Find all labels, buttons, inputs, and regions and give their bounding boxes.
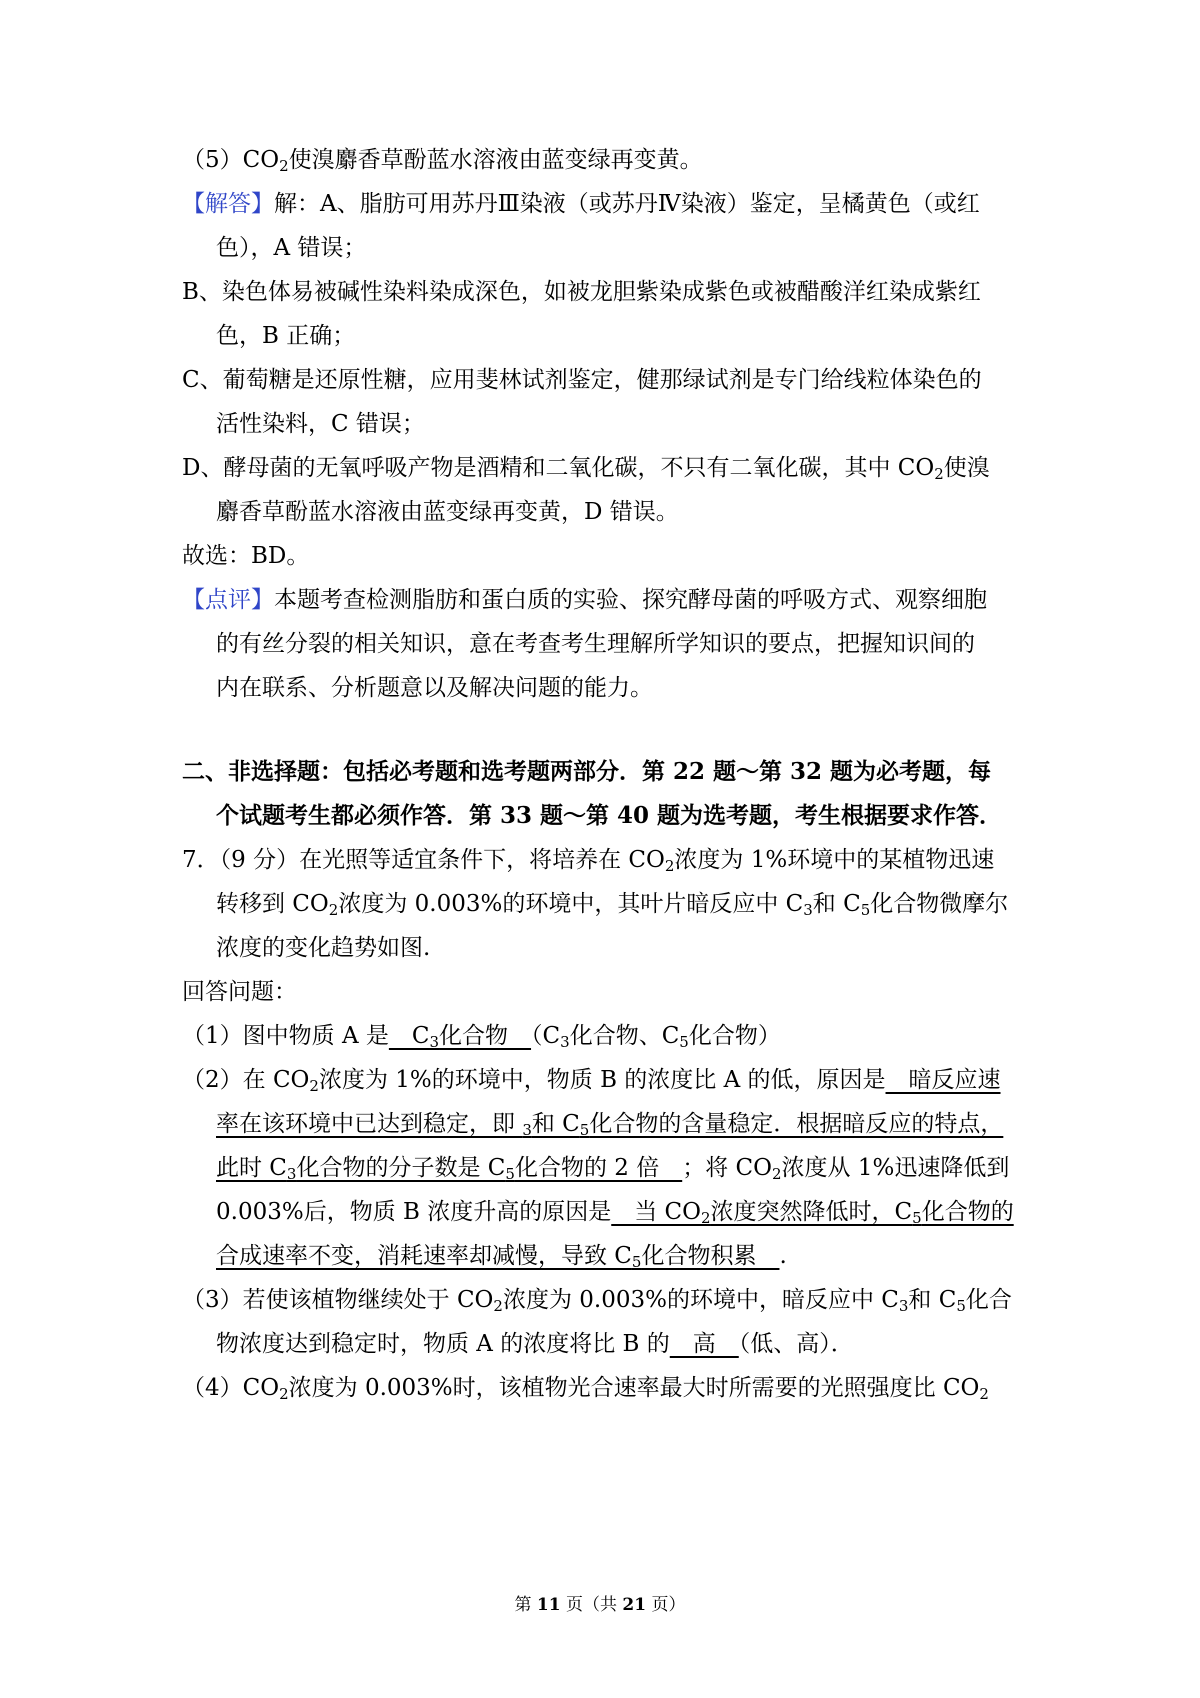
q7-line-2: 转移到 $CO_2$浓度为 0.003%的环境中，其叶片暗反应中 $C_3$和 $C_5$化合物微摩尔 (216, 891, 1009, 919)
page-footer: 第 11 页（共 21 页） (514, 1595, 686, 1615)
review-line-3: 内在联系、分析题意以及解决问题的能力。 (216, 675, 653, 701)
answer-line-c2: 活性染料，C 错误； (216, 411, 425, 437)
q7-sub3-line-1: （3）若使该植物继续处于 $CO_2$浓度为 0.003%的环境中，暗反应中 $C_3$和 $C_5$化合 (182, 1287, 1012, 1315)
answer-line-b1: B、染色体易被碱性染料染成深色，如被龙胆紫染成紫色或被醋酸洋红染成紫红 (182, 279, 981, 305)
footer-page-number: 11 (536, 1595, 561, 1615)
answer-blank-1: $C_3$化合物 (388, 1023, 532, 1051)
q7-sub2-line-2: 率在该环境中已达到稳定，即 $_3$和 $C_5$化合物的含量稳定．根据暗反应的特点， (216, 1111, 1004, 1139)
answer-tag: 【解答】 (182, 191, 274, 217)
answer-line-a1: 【解答】解：A、脂肪可用苏丹Ⅲ染液（或苏丹Ⅳ染液）鉴定，呈橘黄色（或红 (182, 191, 980, 217)
q7-line-3: 浓度的变化趋势如图. (216, 935, 431, 961)
answer-line-d2: 麝香草酚蓝水溶液由蓝变绿再变黄，D 错误。 (216, 499, 679, 525)
section2-heading-2: 个试题考生都必须作答．第 33 题～第 40 题为选考题，考生根据要求作答． (216, 802, 1003, 829)
q7-line-4: 回答问题： (182, 979, 297, 1005)
answer-line-c1: C、葡萄糖是还原性糖，应用斐林试剂鉴定，健那绿试剂是专门给线粒体染色的 (182, 367, 982, 393)
footer-total-pages: 21 (622, 1595, 647, 1615)
review-tag: 【点评】 (182, 587, 274, 613)
q7-sub2-line-4: 0.003%后，物质 B 浓度升高的原因是 当 $CO_2$浓度突然降低时，$C_5$化合物的 (216, 1199, 1014, 1227)
review-line-1: 【点评】本题考查检测脂肪和蛋白质的实验、探究酵母菌的呼吸方式、观察细胞 (182, 587, 987, 613)
q7-sub2-line-1: （2）在 $CO_2$浓度为 1%的环境中，物质 B 的浓度比 A 的低，原因是 暗反应速 (182, 1067, 1001, 1095)
q5-line: $(5)CO_2$使溴麝香草酚蓝水溶液由蓝变绿再变黄。 (182, 147, 703, 175)
answer-line-b2: 色，B 正确； (216, 323, 356, 349)
answer-choice: 故选：BD。 (182, 543, 310, 569)
answer-blank-2: 暗反应速 (885, 1067, 1001, 1093)
q7-sub1: （1）图中物质 A 是 $C_3$化合物 （$C_3$化合物、$C_5$化合物） (182, 1023, 781, 1051)
answer-line-d1: D、酵母菌的无氧呼吸产物是酒精和二氧化碳，不只有二氧化碳，其中 $CO_2$使溴 (182, 455, 990, 483)
answer-blank-4: 高 (669, 1331, 739, 1357)
answer-blank-3: 当 $CO_2$浓度突然降低时，$C_5$化合物的 (611, 1199, 1014, 1227)
q7-sub2-line-5: 合成速率不变，消耗速率却减慢，导致 $C_5$化合物积累 . (216, 1243, 787, 1271)
q7-sub2-line-3: 此时 $C_3$化合物的分子数是 $C_5$化合物的 2 倍 ；将 $CO_2$浓度从 1%迅速降低到 (216, 1155, 1010, 1183)
q7-line-1: 7．（9 分）在光照等适宜条件下，将培养在 $CO_2$浓度为 1%环境中的某植物迅速 (182, 847, 995, 875)
q7-sub3-line-2: 物浓度达到稳定时，物质 A 的浓度将比 B 的 高 （低、高）． (216, 1331, 854, 1357)
section2-heading-1: 二、非选择题：包括必考题和选考题两部分．第 22 题～第 32 题为必考题，每 (182, 758, 992, 785)
q7-sub4-line-1: $(4)CO_2$浓度为 0.003%时，该植物光合速率最大时所需要的光照强度比 $CO_2$ (182, 1375, 989, 1403)
answer-line-a2: 色），A 错误； (216, 235, 367, 261)
review-line-2: 的有丝分裂的相关知识，意在考查考生理解所学知识的要点，把握知识间的 (216, 631, 975, 657)
